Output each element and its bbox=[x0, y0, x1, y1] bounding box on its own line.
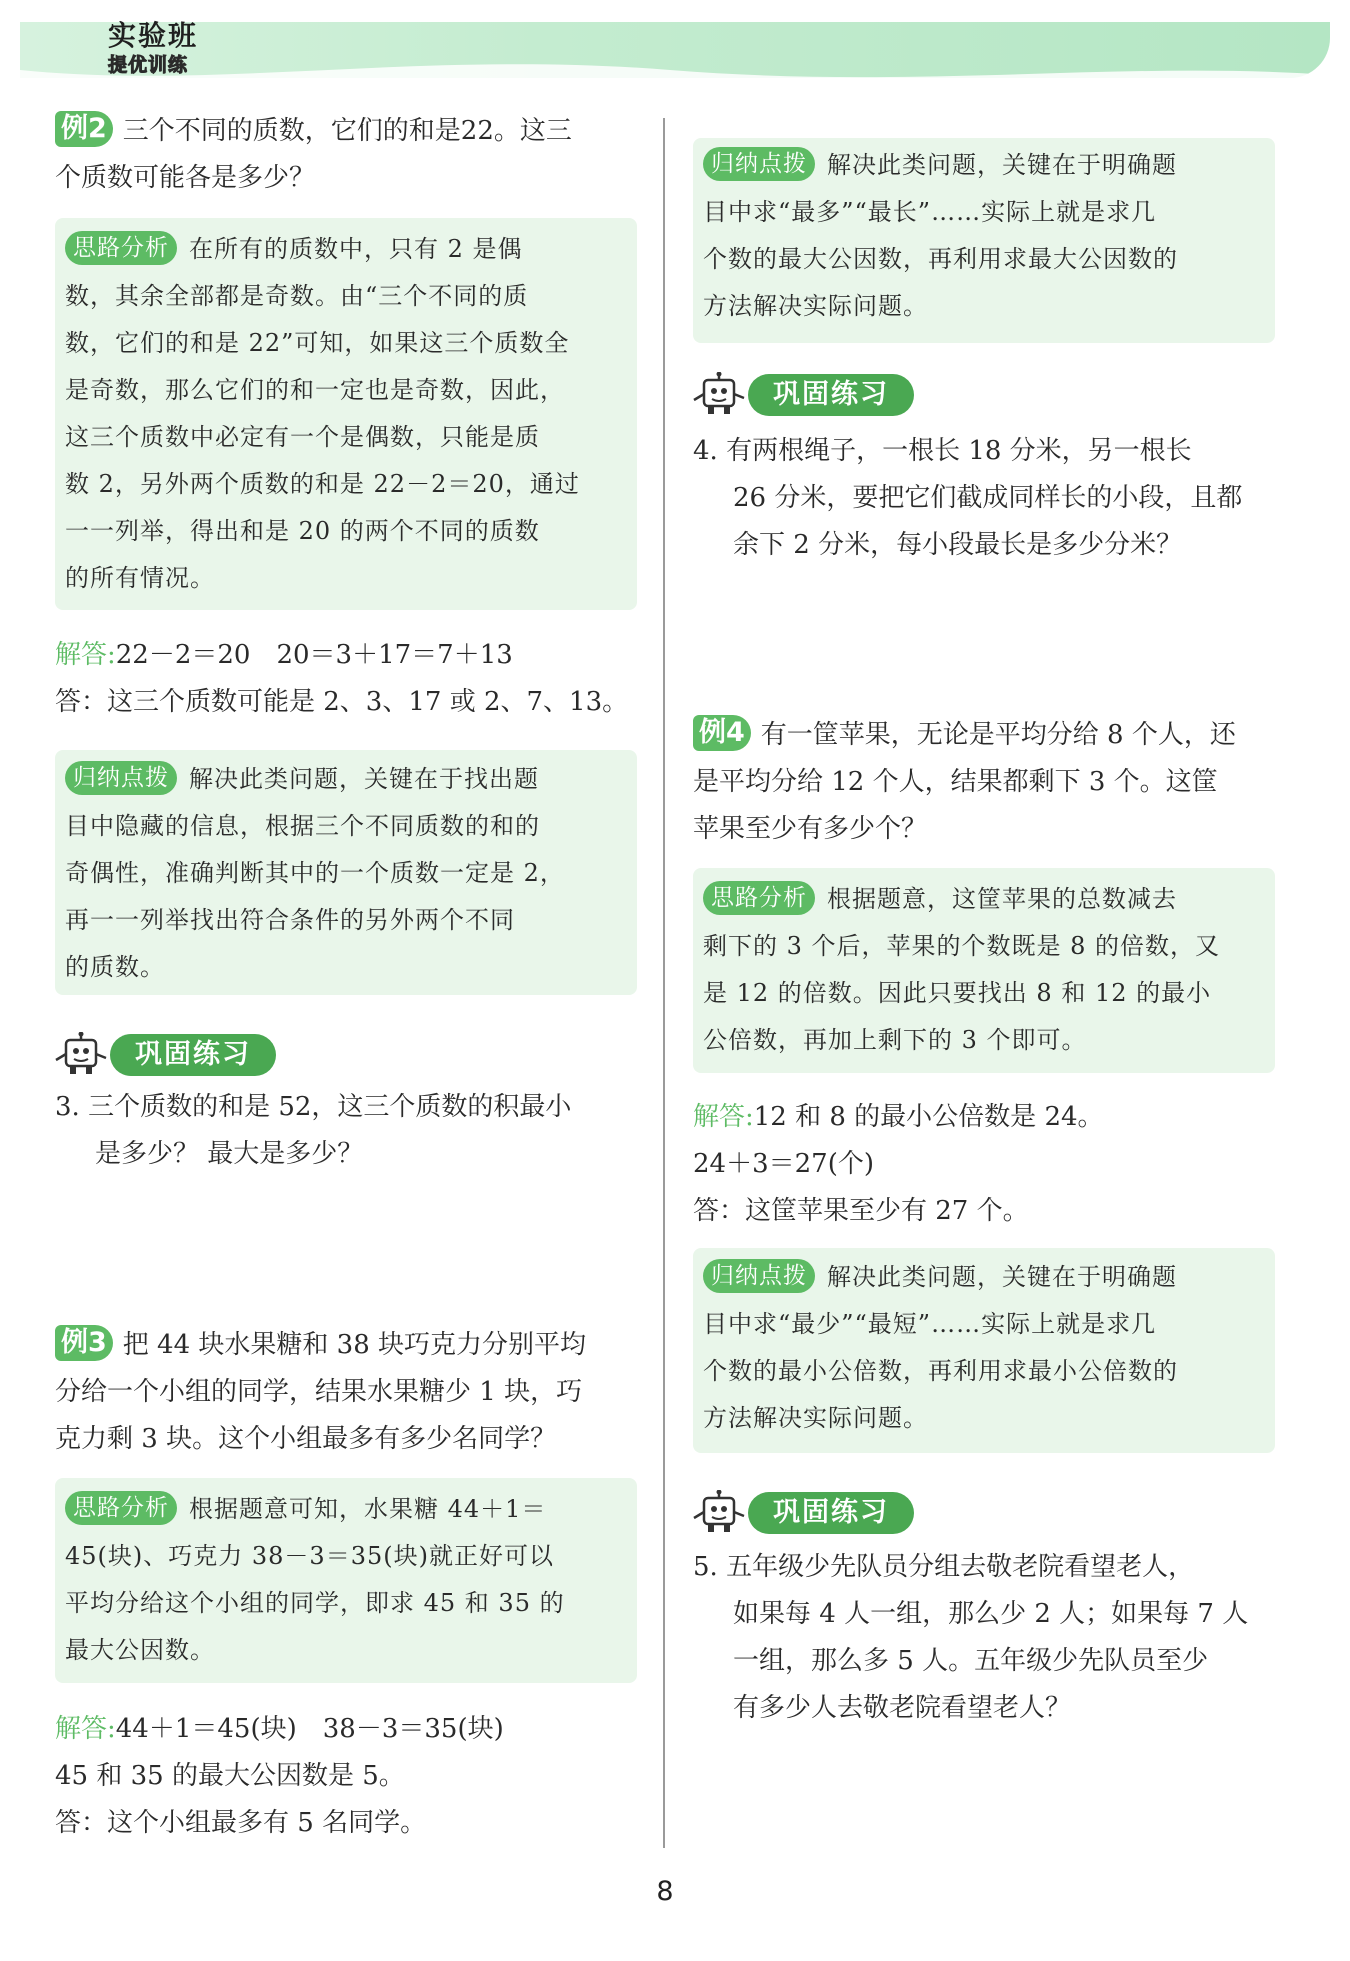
summary-text: 目中求“最多”“最长”……实际上就是求几 bbox=[703, 198, 1157, 226]
analysis-text: 这三个质数中必定有一个是偶数，只能是质 bbox=[65, 423, 540, 451]
summary-box bbox=[693, 138, 1275, 343]
summary-tag: 归纳点拨 bbox=[65, 761, 177, 795]
example-text: 克力剩 3 块。这个小组最多有多少名同学？ bbox=[55, 1424, 557, 1454]
question-text: 26 分米，要把它们截成同样长的小段，且都 bbox=[733, 483, 1243, 513]
analysis-box bbox=[55, 218, 637, 610]
analysis-text: 最大公因数。 bbox=[65, 1636, 215, 1664]
answer-text: 12 和 8 的最小公倍数是 24。 bbox=[753, 1102, 1104, 1132]
example-text: 有一筐苹果，无论是平均分给 8 个人，还 bbox=[760, 720, 1236, 750]
analysis-text: 数 2，另外两个质数的和是 22－2＝20，通过 bbox=[65, 470, 580, 498]
example-text: 苹果至少有多少个？ bbox=[693, 814, 928, 844]
analysis-text: 是奇数，那么它们的和一定也是奇数，因此， bbox=[65, 376, 565, 404]
question-text: 余下 2 分米，每小段最长是多少分米？ bbox=[733, 530, 1183, 560]
analysis-text: 一一列举，得出和是 20 的两个不同的质数 bbox=[65, 517, 540, 545]
summary-text: 奇偶性，准确判断其中的一个质数一定是 2， bbox=[65, 859, 565, 887]
header-wave-decoration bbox=[20, 40, 1330, 90]
answer-text: 22－2＝20 20＝3＋17＝7＋13 bbox=[115, 640, 513, 670]
summary-tag: 归纳点拨 bbox=[703, 1259, 815, 1293]
analysis-text: 公倍数，再加上剩下的 3 个即可。 bbox=[703, 1026, 1087, 1054]
summary-text: 的质数。 bbox=[65, 953, 165, 981]
question-3 bbox=[55, 1084, 643, 1178]
question-text: 一组，那么多 5 人。五年级少先队员至少 bbox=[733, 1646, 1209, 1676]
example-text: 是平均分给 12 个人，结果都剩下 3 个。这筐 bbox=[693, 767, 1218, 797]
summary-text: 目中求“最少”“最短”……实际上就是求几 bbox=[703, 1310, 1157, 1338]
example-text: 把 44 块水果糖和 38 块巧克力分别平均 bbox=[122, 1330, 587, 1360]
analysis-tag: 思路分析 bbox=[65, 1491, 177, 1525]
answer-text: 答：这筐苹果至少有 27 个。 bbox=[693, 1196, 1029, 1226]
summary-tag: 归纳点拨 bbox=[703, 147, 815, 181]
example-4-answer bbox=[693, 1094, 1283, 1235]
analysis-text: 是 12 的倍数。因此只要找出 8 和 12 的最小 bbox=[703, 979, 1212, 1007]
analysis-text: 根据题意可知，水果糖 44＋1＝ bbox=[189, 1495, 547, 1523]
question-text: 有多少人去敬老院看望老人？ bbox=[733, 1693, 1072, 1723]
summary-box bbox=[693, 1248, 1275, 1453]
summary-text: 解决此类问题，关键在于明确题 bbox=[827, 151, 1177, 179]
example-text: 分给一个小组的同学，结果水果糖少 1 块，巧 bbox=[55, 1377, 583, 1407]
book-title: 实验班 bbox=[108, 19, 199, 52]
analysis-text: 数，其余全部都是奇数。由“三个不同的质 bbox=[65, 282, 529, 310]
analysis-text: 平均分给这个小组的同学，即求 45 和 35 的 bbox=[65, 1589, 565, 1617]
analysis-text: 45(块)、巧克力 38－3＝35(块)就正好可以 bbox=[65, 1542, 554, 1570]
analysis-text: 在所有的质数中，只有 2 是偶 bbox=[189, 235, 523, 263]
answer-text: 答：这个小组最多有 5 名同学。 bbox=[55, 1808, 427, 1838]
practice-label: 巩固练习 bbox=[748, 374, 914, 416]
summary-text: 解决此类问题，关键在于明确题 bbox=[827, 1263, 1177, 1291]
question-4 bbox=[693, 428, 1283, 569]
summary-text: 解决此类问题，关键在于找出题 bbox=[189, 765, 539, 793]
example-2-answer bbox=[55, 632, 643, 726]
practice-label: 巩固练习 bbox=[748, 1492, 914, 1534]
summary-text: 方法解决实际问题。 bbox=[703, 292, 928, 320]
example-3 bbox=[55, 1322, 643, 1463]
summary-box bbox=[55, 750, 637, 995]
answer-text: 答：这三个质数可能是 2、3、17 或 2、7、13。 bbox=[55, 687, 629, 717]
example-text: 个质数可能各是多少？ bbox=[55, 163, 316, 193]
analysis-tag: 思路分析 bbox=[65, 231, 177, 265]
example-badge: 例4 bbox=[693, 715, 751, 751]
answer-text: 24＋3＝27(个) bbox=[693, 1149, 874, 1179]
analysis-box bbox=[693, 868, 1275, 1073]
analysis-box bbox=[55, 1478, 637, 1683]
analysis-text: 根据题意，这筐苹果的总数减去 bbox=[827, 885, 1177, 913]
answer-label: 解答: bbox=[55, 640, 116, 670]
answer-text: 44＋1＝45(块) 38－3＝35(块) bbox=[115, 1714, 504, 1744]
book-subtitle: 提优训练 bbox=[108, 54, 189, 76]
example-2 bbox=[55, 108, 643, 202]
summary-text: 再一一列举找出符合条件的另外两个不同 bbox=[65, 906, 515, 934]
summary-text: 个数的最小公倍数，再利用求最小公倍数的 bbox=[703, 1357, 1178, 1385]
summary-text: 方法解决实际问题。 bbox=[703, 1404, 928, 1432]
analysis-text: 的所有情况。 bbox=[65, 564, 215, 592]
robot-icon bbox=[690, 372, 752, 418]
question-text: 是多少？ 最大是多少？ bbox=[95, 1139, 364, 1169]
analysis-tag: 思路分析 bbox=[703, 881, 815, 915]
question-text: 如果每 4 人一组，那么少 2 人；如果每 7 人 bbox=[733, 1599, 1249, 1629]
robot-icon bbox=[52, 1032, 114, 1078]
question-text: 5. 五年级少先队员分组去敬老院看望老人， bbox=[693, 1552, 1195, 1582]
question-text: 3. 三个质数的和是 52，这三个质数的积最小 bbox=[55, 1092, 572, 1122]
example-3-answer bbox=[55, 1706, 643, 1847]
answer-label: 解答: bbox=[55, 1714, 116, 1744]
page-number: 8 bbox=[656, 1876, 674, 1907]
question-5 bbox=[693, 1544, 1283, 1732]
summary-text: 个数的最大公因数，再利用求最大公因数的 bbox=[703, 245, 1178, 273]
question-text: 4. 有两根绳子，一根长 18 分米，另一根长 bbox=[693, 436, 1192, 466]
summary-text: 目中隐藏的信息，根据三个不同质数的和的 bbox=[65, 812, 540, 840]
example-4 bbox=[693, 712, 1283, 853]
answer-label: 解答: bbox=[693, 1102, 754, 1132]
answer-text: 45 和 35 的最大公因数是 5。 bbox=[55, 1761, 405, 1791]
example-text: 三个不同的质数，它们的和是22。这三 bbox=[122, 116, 572, 146]
analysis-text: 数，它们的和是 22”可知，如果这三个质数全 bbox=[65, 329, 570, 357]
example-badge: 例2 bbox=[55, 111, 113, 147]
robot-icon bbox=[690, 1490, 752, 1536]
practice-label: 巩固练习 bbox=[110, 1034, 276, 1076]
example-badge: 例3 bbox=[55, 1325, 113, 1361]
column-divider bbox=[663, 118, 665, 1848]
analysis-text: 剩下的 3 个后，苹果的个数既是 8 的倍数，又 bbox=[703, 932, 1221, 960]
